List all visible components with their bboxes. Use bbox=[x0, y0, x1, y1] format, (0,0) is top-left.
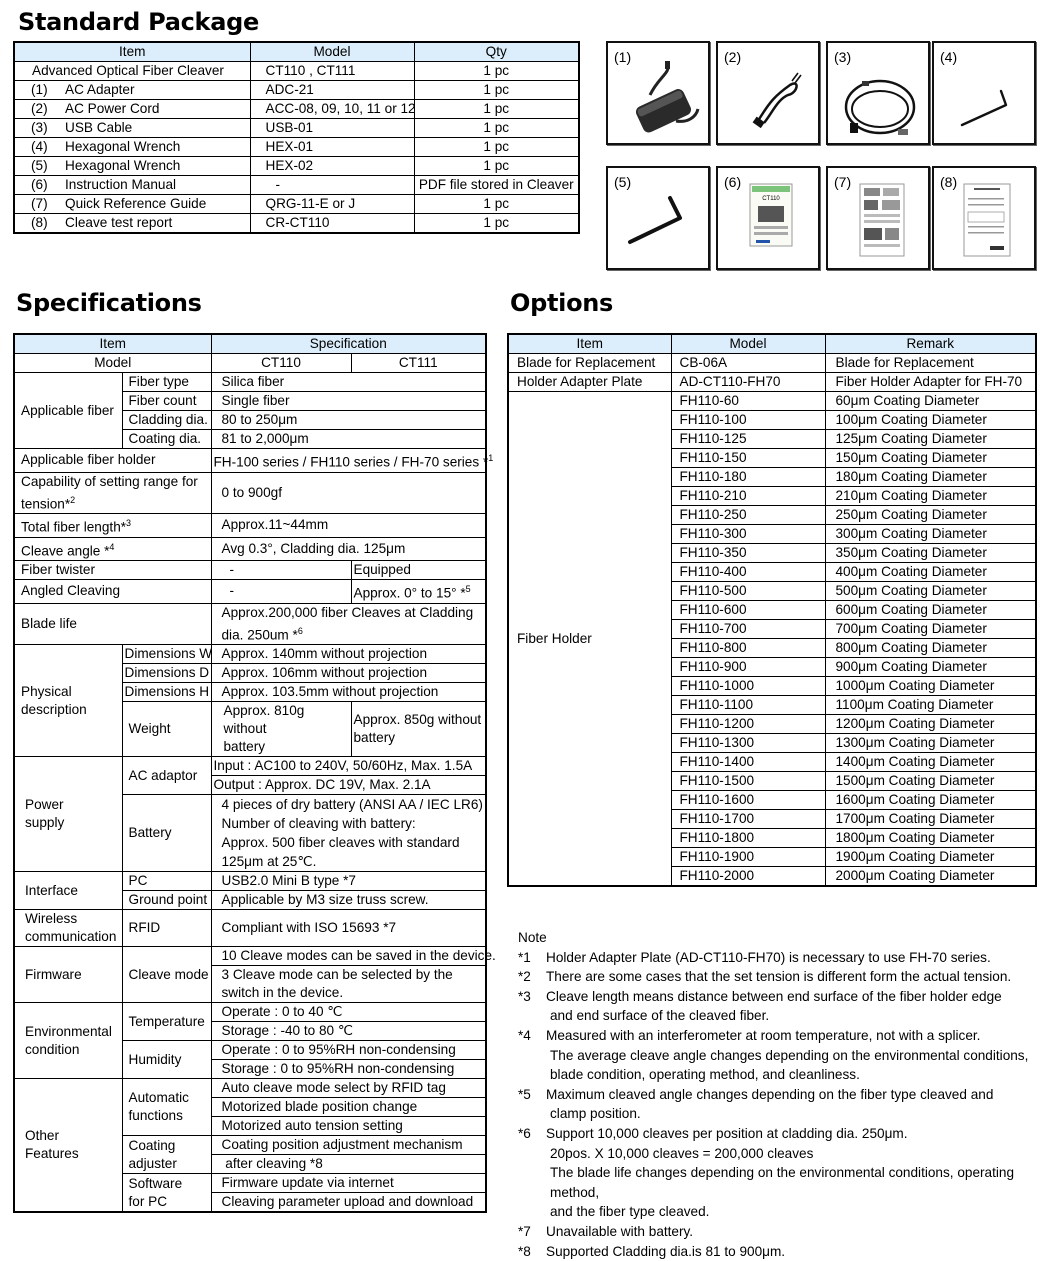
option-remark: 300μm Coating Diameter bbox=[825, 525, 1036, 544]
spec-length: Total fiber length* bbox=[21, 520, 126, 535]
note-line bbox=[518, 1046, 1043, 1066]
option-remark: 1300μm Coating Diameter bbox=[825, 734, 1036, 753]
spec-twister-ct111: Equipped bbox=[351, 561, 486, 580]
package-item-qty: 1 pc bbox=[414, 214, 579, 234]
package-row bbox=[14, 138, 579, 157]
package-item-model: - bbox=[250, 176, 414, 195]
spec-cladding: Cladding dia. bbox=[122, 411, 211, 430]
option-remark: 500μm Coating Diameter bbox=[825, 582, 1036, 601]
note-mark: *6 bbox=[518, 1124, 546, 1144]
spec-auto-value-2: Motorized blade position change bbox=[211, 1098, 486, 1117]
option-remark: Blade for Replacement bbox=[825, 354, 1036, 373]
note-text: 20pos. X 10,000 cleaves = 200,000 cleaves bbox=[518, 1144, 1043, 1164]
option-remark: 60μm Coating Diameter bbox=[825, 392, 1036, 411]
spec-temp-storage: Storage : -40 to 80 ℃ bbox=[211, 1022, 486, 1041]
note-mark: *3 bbox=[518, 987, 546, 1007]
package-image bbox=[932, 166, 1036, 270]
package-item-qty: PDF file stored in Cleaver bbox=[414, 176, 579, 195]
spec-auto: Automatic functions bbox=[122, 1079, 211, 1136]
spec-weight-ct111-2: battery bbox=[354, 729, 486, 747]
column-header-qty: Qty bbox=[414, 42, 579, 62]
option-remark: 350μm Coating Diameter bbox=[825, 544, 1036, 563]
note-text: Unavailable with battery. bbox=[546, 1222, 1043, 1242]
spec-coating-adjuster: Coating adjuster bbox=[122, 1136, 211, 1174]
spec-interface: Interface bbox=[14, 872, 122, 910]
spec-other: Other Features bbox=[14, 1079, 122, 1213]
package-item-model: QRG-11-E or J bbox=[250, 195, 414, 214]
option-model: FH110-1700 bbox=[671, 810, 825, 829]
option-remark: 150μm Coating Diameter bbox=[825, 449, 1036, 468]
spec-blade-note: 6 bbox=[298, 626, 303, 636]
svg-text:CT110: CT110 bbox=[762, 196, 780, 202]
spec-ac-input: Input : AC100 to 240V, 50/60Hz, Max. 1.5A bbox=[211, 757, 486, 776]
spec-battery-value-3: Approx. 500 fiber cleaves with standard bbox=[222, 833, 486, 852]
option-remark: 700μm Coating Diameter bbox=[825, 620, 1036, 639]
note-line bbox=[518, 1202, 1043, 1222]
standard-package-title: Standard Package bbox=[18, 8, 259, 36]
spec-rfid: RFID bbox=[122, 910, 211, 947]
package-image bbox=[826, 166, 930, 270]
spec-angled: Angled Cleaving bbox=[14, 580, 211, 604]
option-remark: 2000μm Coating Diameter bbox=[825, 867, 1036, 887]
note-line bbox=[518, 1144, 1043, 1164]
option-remark: 1800μm Coating Diameter bbox=[825, 829, 1036, 848]
package-item-qty: 1 pc bbox=[414, 62, 579, 81]
spec-humidity: Humidity bbox=[122, 1041, 211, 1079]
spec-holder-note: 1 bbox=[488, 453, 493, 463]
option-model: FH110-250 bbox=[671, 506, 825, 525]
spec-firmware: Firmware bbox=[14, 947, 122, 1003]
package-row bbox=[14, 100, 579, 119]
option-model: AD-CT110-FH70 bbox=[671, 373, 825, 392]
spec-hum-operate: Operate : 0 to 95%RH non-condensing bbox=[211, 1041, 486, 1060]
package-image bbox=[716, 41, 820, 145]
note-text: The average cleave angle changes depending on the environmental conditions, bbox=[518, 1046, 1043, 1066]
package-item-name: USB Cable bbox=[65, 120, 132, 135]
option-model: FH110-1300 bbox=[671, 734, 825, 753]
spec-angle: Cleave angle * bbox=[21, 543, 109, 558]
spec-model-label: Model bbox=[14, 354, 211, 373]
package-item-number: (5) bbox=[21, 157, 65, 175]
option-model: FH110-150 bbox=[671, 449, 825, 468]
options-row bbox=[508, 354, 1036, 373]
spec-twister: Fiber twister bbox=[14, 561, 211, 580]
package-item-name: Hexagonal Wrench bbox=[65, 139, 180, 154]
option-model: FH110-1600 bbox=[671, 791, 825, 810]
package-image-label: (6) bbox=[724, 174, 741, 190]
spec-weight-ct110-1: Approx. 810g without bbox=[224, 702, 351, 738]
spec-ground-value: Applicable by M3 size truss screw. bbox=[211, 891, 486, 910]
note-mark: *2 bbox=[518, 967, 546, 987]
package-row bbox=[14, 81, 579, 100]
spec-applicable-fiber: Applicable fiber bbox=[14, 373, 122, 449]
spec-dim-d: Dimensions D bbox=[122, 664, 211, 683]
option-remark: 210μm Coating Diameter bbox=[825, 487, 1036, 506]
package-item-model: USB-01 bbox=[250, 119, 414, 138]
spec-cladding-value: 80 to 250μm bbox=[211, 411, 486, 430]
notes-section bbox=[518, 928, 1043, 1261]
note-text: There are some cases that the set tension is different form the actual tension. bbox=[546, 967, 1043, 987]
note-text: Maximum cleaved angle changes depending on the fiber type cleaved and bbox=[546, 1085, 1043, 1105]
option-model: FH110-1400 bbox=[671, 753, 825, 772]
option-model: FH110-300 bbox=[671, 525, 825, 544]
package-item-name: Hexagonal Wrench bbox=[65, 158, 180, 173]
spec-power: Power supply bbox=[14, 757, 122, 872]
package-image bbox=[606, 166, 710, 270]
package-row bbox=[14, 119, 579, 138]
package-item-qty: 1 pc bbox=[414, 195, 579, 214]
column-header-item: Item bbox=[14, 42, 250, 62]
spec-tension-value: 0 to 900gf bbox=[211, 472, 486, 514]
option-remark: 180μm Coating Diameter bbox=[825, 468, 1036, 487]
option-model: FH110-700 bbox=[671, 620, 825, 639]
spec-angled-ct110: - bbox=[211, 580, 351, 604]
specifications-title: Specifications bbox=[16, 289, 202, 317]
spec-battery-value-4: 125μm at 25℃. bbox=[222, 852, 486, 871]
note-line bbox=[518, 1104, 1043, 1124]
option-item: Blade for Replacement bbox=[508, 354, 671, 373]
spec-auto-value-3: Motorized auto tension setting bbox=[211, 1117, 486, 1136]
note-text: Support 10,000 cleaves per position at cladding dia. 250μm. bbox=[546, 1124, 1043, 1144]
note-text: and the fiber type cleaved. bbox=[518, 1202, 1043, 1222]
package-image-label: (1) bbox=[614, 49, 631, 65]
spec-tension: Capability of setting range for tension* bbox=[21, 474, 198, 512]
spec-header-item: Item bbox=[14, 334, 211, 354]
note-mark: *1 bbox=[518, 948, 546, 968]
option-model: FH110-800 bbox=[671, 639, 825, 658]
option-remark: 1700μm Coating Diameter bbox=[825, 810, 1036, 829]
note-line bbox=[518, 1124, 1043, 1144]
package-image-label: (3) bbox=[834, 49, 851, 65]
note-text: The blade life changes depending on the environmental conditions, operating method, bbox=[518, 1163, 1043, 1202]
spec-holder: Applicable fiber holder bbox=[14, 449, 211, 473]
options-header-remark: Remark bbox=[825, 334, 1036, 354]
option-model: FH110-1200 bbox=[671, 715, 825, 734]
options-header-model: Model bbox=[671, 334, 825, 354]
spec-software: Software for PC bbox=[122, 1174, 211, 1213]
spec-ac: AC adaptor bbox=[122, 757, 211, 795]
package-image bbox=[826, 41, 930, 145]
note-line bbox=[518, 967, 1043, 987]
note-line bbox=[518, 1163, 1043, 1202]
spec-dim-h-value: Approx. 103.5mm without projection bbox=[211, 683, 486, 702]
spec-temp-operate: Operate : 0 to 40 ℃ bbox=[211, 1003, 486, 1022]
spec-weight-ct110-2: battery bbox=[224, 738, 351, 756]
package-item-model: HEX-01 bbox=[250, 138, 414, 157]
option-remark: 1500μm Coating Diameter bbox=[825, 772, 1036, 791]
spec-weight-ct111-1: Approx. 850g without bbox=[354, 711, 486, 729]
spec-header-specification: Specification bbox=[211, 334, 486, 354]
options-header-item: Item bbox=[508, 334, 671, 354]
package-image-label: (2) bbox=[724, 49, 741, 65]
package-image bbox=[932, 41, 1036, 145]
option-model: FH110-1800 bbox=[671, 829, 825, 848]
package-item-model: ADC-21 bbox=[250, 81, 414, 100]
option-model: FH110-1100 bbox=[671, 696, 825, 715]
note-text: Cleave length means distance between end surface of the fiber holder edge bbox=[546, 987, 1043, 1007]
note-line bbox=[518, 1085, 1043, 1105]
spec-cleave-mode-value-1: 10 Cleave modes can be saved in the device. bbox=[211, 947, 486, 966]
note-mark: *4 bbox=[518, 1026, 546, 1046]
package-item-number: (8) bbox=[21, 214, 65, 232]
spec-coating-value: 81 to 2,000μm bbox=[211, 430, 486, 449]
option-remark: 125μm Coating Diameter bbox=[825, 430, 1036, 449]
option-remark: Fiber Holder Adapter for FH-70 bbox=[825, 373, 1036, 392]
spec-fiber-type-value: Silica fiber bbox=[211, 373, 486, 392]
option-remark: 600μm Coating Diameter bbox=[825, 601, 1036, 620]
package-image-label: (7) bbox=[834, 174, 851, 190]
package-item-model: HEX-02 bbox=[250, 157, 414, 176]
note-mark: *5 bbox=[518, 1085, 546, 1105]
options-row bbox=[508, 392, 1036, 411]
spec-model-ct111: CT111 bbox=[351, 354, 486, 373]
note-text: Supported Cladding dia.is 81 to 900μm. bbox=[546, 1242, 1043, 1261]
option-remark: 1100μm Coating Diameter bbox=[825, 696, 1036, 715]
option-model: FH110-400 bbox=[671, 563, 825, 582]
package-item-number: (7) bbox=[21, 195, 65, 213]
spec-ac-output: Output : Approx. DC 19V, Max. 2.1A bbox=[211, 776, 486, 795]
spec-wireless: Wireless communication bbox=[14, 910, 122, 947]
package-row bbox=[14, 176, 579, 195]
spec-fiber-type: Fiber type bbox=[122, 373, 211, 392]
package-image-label: (5) bbox=[614, 174, 631, 190]
spec-dim-h: Dimensions H bbox=[122, 683, 211, 702]
note-text: Holder Adapter Plate (AD-CT110-FH70) is necessary to use FH-70 series. bbox=[546, 948, 1043, 968]
package-item-name: AC Adapter bbox=[65, 82, 135, 97]
package-row bbox=[14, 62, 579, 81]
package-item-number: (2) bbox=[21, 100, 65, 118]
spec-coating-adjuster-value-1: Coating position adjustment mechanism bbox=[211, 1136, 486, 1155]
option-model: FH110-60 bbox=[671, 392, 825, 411]
spec-pc: PC bbox=[122, 872, 211, 891]
option-remark: 1400μm Coating Diameter bbox=[825, 753, 1036, 772]
package-image-label: (8) bbox=[940, 174, 957, 190]
package-item-number: (1) bbox=[21, 81, 65, 99]
package-image bbox=[716, 166, 820, 270]
spec-environment: Environmental condition bbox=[14, 1003, 122, 1079]
spec-blade-value-2: dia. 250um * bbox=[222, 627, 298, 642]
note-line bbox=[518, 1222, 1043, 1242]
spec-hum-storage: Storage : 0 to 95%RH non-condensing bbox=[211, 1060, 486, 1079]
option-model: FH110-1000 bbox=[671, 677, 825, 696]
note-line bbox=[518, 1026, 1043, 1046]
spec-pc-value: USB2.0 Mini B type *7 bbox=[211, 872, 486, 891]
package-row bbox=[14, 195, 579, 214]
option-remark: 800μm Coating Diameter bbox=[825, 639, 1036, 658]
package-item-qty: 1 pc bbox=[414, 138, 579, 157]
option-remark: 900μm Coating Diameter bbox=[825, 658, 1036, 677]
notes-title: Note bbox=[518, 928, 1043, 948]
option-remark: 1000μm Coating Diameter bbox=[825, 677, 1036, 696]
spec-software-value-2: Cleaving parameter upload and download bbox=[211, 1193, 486, 1213]
spec-battery: Battery bbox=[122, 795, 211, 872]
note-line bbox=[518, 1065, 1043, 1085]
spec-temperature: Temperature bbox=[122, 1003, 211, 1041]
note-mark: *7 bbox=[518, 1222, 546, 1242]
spec-physical: Physical description bbox=[14, 645, 122, 757]
package-image bbox=[606, 41, 710, 145]
option-model: CB-06A bbox=[671, 354, 825, 373]
option-remark: 250μm Coating Diameter bbox=[825, 506, 1036, 525]
spec-weight: Weight bbox=[122, 702, 211, 757]
spec-coating-adjuster-value-2: after cleaving *8 bbox=[211, 1155, 486, 1174]
spec-auto-value-1: Auto cleave mode select by RFID tag bbox=[211, 1079, 486, 1098]
spec-battery-value-2: Number of cleaving with battery: bbox=[222, 814, 486, 833]
package-item-model: CR-CT110 bbox=[250, 214, 414, 234]
spec-angled-note: 5 bbox=[466, 584, 471, 594]
spec-twister-ct110: - bbox=[211, 561, 351, 580]
spec-battery-value-1: 4 pieces of dry battery (ANSI AA / IEC LR6) bbox=[222, 795, 486, 814]
option-remark: 1200μm Coating Diameter bbox=[825, 715, 1036, 734]
specifications-table bbox=[13, 333, 487, 1213]
note-text: Measured with an interferometer at room temperature, not with a splicer. bbox=[546, 1026, 1043, 1046]
spec-software-value-1: Firmware update via internet bbox=[211, 1174, 486, 1193]
column-header-model: Model bbox=[250, 42, 414, 62]
package-item-name: Cleave test report bbox=[65, 215, 172, 230]
spec-ground: Ground point bbox=[122, 891, 211, 910]
option-model: FH110-350 bbox=[671, 544, 825, 563]
spec-dim-d-value: Approx. 106mm without projection bbox=[211, 664, 486, 683]
spec-angled-ct111: Approx. 0° to 15° * bbox=[354, 586, 466, 601]
spec-dim-w-value: Approx. 140mm without projection bbox=[211, 645, 486, 664]
option-remark: 1900μm Coating Diameter bbox=[825, 848, 1036, 867]
note-text: clamp position. bbox=[518, 1104, 1043, 1124]
note-line bbox=[518, 1006, 1043, 1026]
note-text: and end surface of the cleaved fiber. bbox=[518, 1006, 1043, 1026]
option-model: FH110-600 bbox=[671, 601, 825, 620]
option-item-fiber-holder: Fiber Holder bbox=[508, 392, 671, 887]
package-item-number: (6) bbox=[21, 176, 65, 194]
spec-length-value: Approx.11~44mm bbox=[211, 514, 486, 538]
note-text: blade condition, operating method, and cleanliness. bbox=[518, 1065, 1043, 1085]
note-line bbox=[518, 987, 1043, 1007]
spec-model-ct110: CT110 bbox=[211, 354, 351, 373]
option-model: FH110-125 bbox=[671, 430, 825, 449]
spec-holder-value: FH-100 series / FH110 series / FH-70 series * bbox=[214, 455, 489, 470]
options-title: Options bbox=[510, 289, 613, 317]
package-row bbox=[14, 214, 579, 234]
spec-rfid-value: Compliant with ISO 15693 *7 bbox=[211, 910, 486, 947]
option-model: FH110-900 bbox=[671, 658, 825, 677]
package-row bbox=[14, 157, 579, 176]
option-model: FH110-500 bbox=[671, 582, 825, 601]
option-model: FH110-2000 bbox=[671, 867, 825, 887]
package-item-name: Advanced Optical Fiber Cleaver bbox=[32, 63, 224, 78]
option-remark: 100μm Coating Diameter bbox=[825, 411, 1036, 430]
option-item: Holder Adapter Plate bbox=[508, 373, 671, 392]
package-item-model: CT110 , CT111 bbox=[250, 62, 414, 81]
options-table bbox=[507, 333, 1037, 887]
option-model: FH110-180 bbox=[671, 468, 825, 487]
spec-tension-note: 2 bbox=[70, 495, 75, 505]
package-image-label: (4) bbox=[940, 49, 957, 65]
spec-fiber-count: Fiber count bbox=[122, 392, 211, 411]
option-model: FH110-1900 bbox=[671, 848, 825, 867]
option-remark: 400μm Coating Diameter bbox=[825, 563, 1036, 582]
spec-length-note: 3 bbox=[126, 518, 131, 528]
package-item-name: Instruction Manual bbox=[65, 177, 176, 192]
note-mark: *8 bbox=[518, 1242, 546, 1261]
package-item-model: ACC-08, 09, 10, 11 or 12 bbox=[250, 100, 414, 119]
option-remark: 1600μm Coating Diameter bbox=[825, 791, 1036, 810]
note-line bbox=[518, 948, 1043, 968]
spec-blade-value-1: Approx.200,000 fiber Cleaves at Cladding bbox=[222, 604, 486, 622]
spec-coating: Coating dia. bbox=[122, 430, 211, 449]
package-item-name: AC Power Cord bbox=[65, 101, 159, 116]
spec-blade: Blade life bbox=[14, 603, 211, 645]
spec-angle-note: 4 bbox=[109, 542, 114, 552]
spec-fiber-count-value: Single fiber bbox=[211, 392, 486, 411]
package-item-name: Quick Reference Guide bbox=[65, 196, 206, 211]
spec-cleave-mode: Cleave mode bbox=[122, 947, 211, 1003]
note-line bbox=[518, 1242, 1043, 1261]
option-model: FH110-100 bbox=[671, 411, 825, 430]
spec-dim-w: Dimensions W bbox=[122, 645, 211, 664]
options-row bbox=[508, 373, 1036, 392]
package-item-qty: 1 pc bbox=[414, 81, 579, 100]
spec-angle-value: Avg 0.3°, Cladding dia. 125μm bbox=[211, 537, 486, 561]
package-item-number: (4) bbox=[21, 138, 65, 156]
package-item-qty: 1 pc bbox=[414, 100, 579, 119]
standard-package-table bbox=[13, 41, 580, 234]
option-model: FH110-210 bbox=[671, 487, 825, 506]
spec-cleave-mode-value-2: 3 Cleave mode can be selected by the switch in the device. bbox=[211, 966, 486, 1003]
package-item-number: (3) bbox=[21, 119, 65, 137]
package-item-qty: 1 pc bbox=[414, 157, 579, 176]
option-model: FH110-1500 bbox=[671, 772, 825, 791]
package-item-qty: 1 pc bbox=[414, 119, 579, 138]
